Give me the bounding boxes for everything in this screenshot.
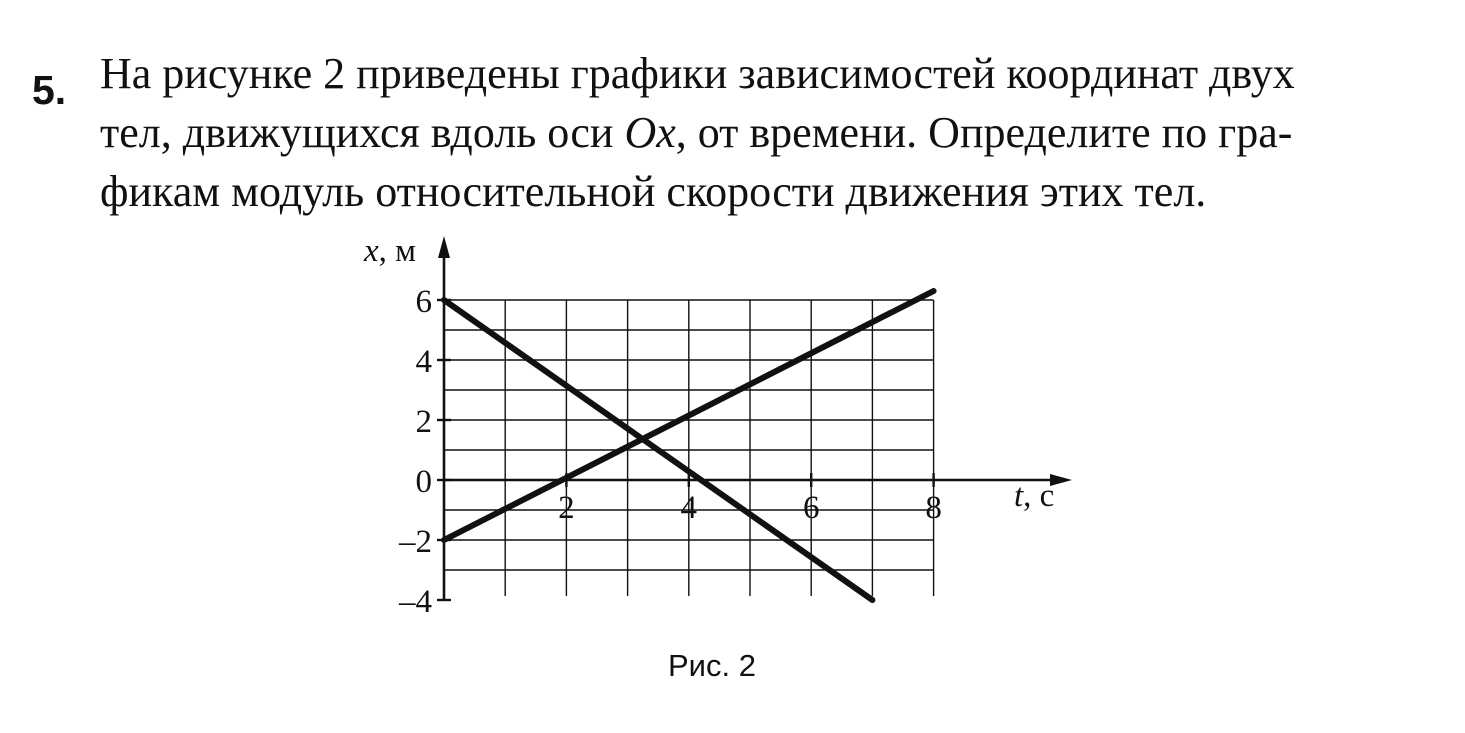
problem-line-2-text-end: , от времени. Определите по гра- <box>675 108 1293 157</box>
x-tick-label: 2 <box>558 490 575 526</box>
y-axis-arrow <box>438 236 450 258</box>
y-tick-label: 0 <box>415 464 432 500</box>
x-axis-unit: , с <box>1023 478 1055 514</box>
problem-line-2-text-start: тел, движущихся вдоль оси <box>100 108 625 157</box>
problem-line-1-text: На рисунке 2 приведены графики зависимостей координат двух <box>100 49 1295 98</box>
axes <box>438 236 1072 600</box>
x-tick-label: 8 <box>925 490 942 526</box>
figure-caption: Рис. 2 <box>668 648 756 683</box>
y-tick-label: 4 <box>415 344 432 380</box>
axis-name-ox: Ox <box>624 108 676 157</box>
x-tick-label: 6 <box>802 490 820 526</box>
y-tick-label: 6 <box>415 284 432 320</box>
x-axis-variable: t <box>1014 478 1024 514</box>
problem-number: 5. <box>32 67 67 113</box>
x-tick-label: 4 <box>680 490 698 526</box>
y-axis-label <box>363 233 416 269</box>
y-tick-label: –4 <box>399 584 432 620</box>
y-axis-variable: x <box>364 233 379 269</box>
y-axis-unit: , м <box>378 233 417 269</box>
y-tick-label: 2 <box>415 404 432 440</box>
x-axis-label <box>1014 478 1054 514</box>
y-tick-label: –2 <box>399 524 432 560</box>
grid <box>444 300 934 596</box>
problem-line-3-text: фикам модуль относительной скорости движения этих тел. <box>100 167 1207 216</box>
